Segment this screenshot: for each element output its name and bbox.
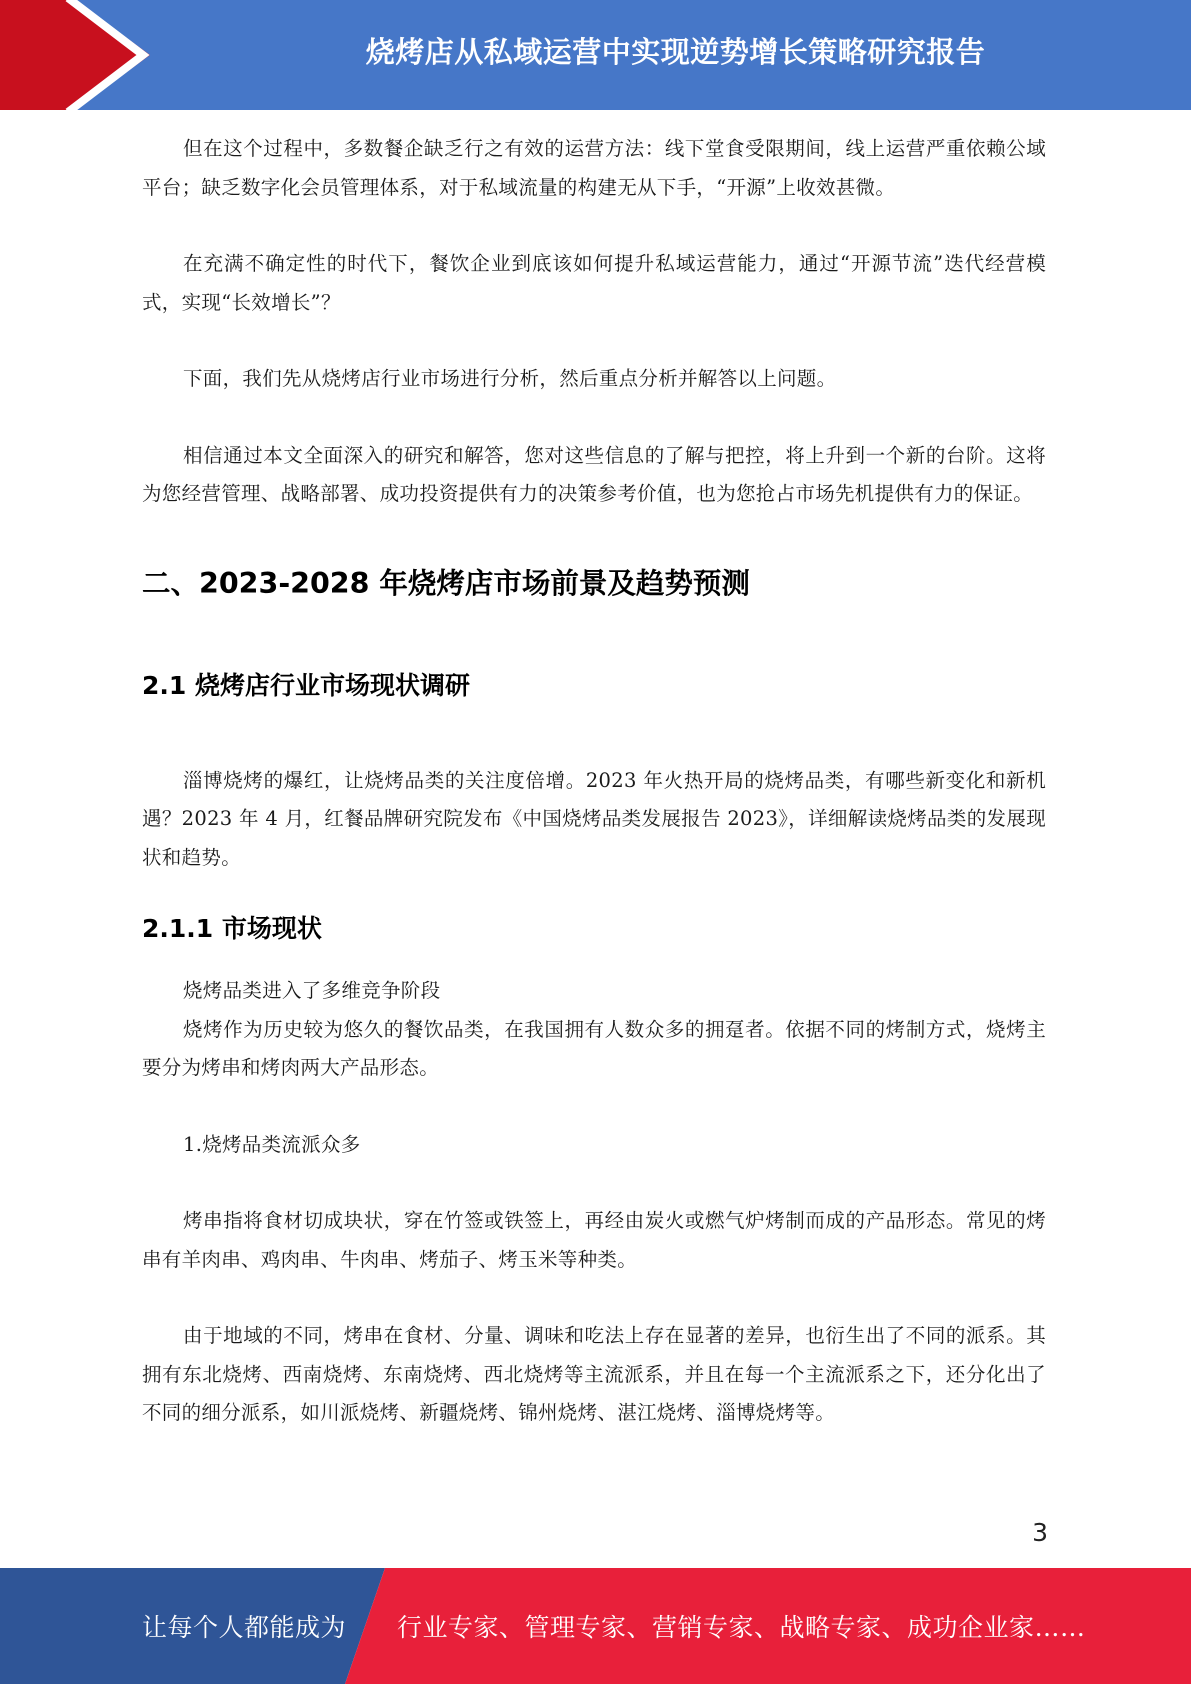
section-heading: 二、2023-2028 年烧烤店市场前景及趋势预测 [142,566,750,600]
page-header [0,0,1191,110]
report-title: 烧烤店从私域运营中实现逆势增长策略研究报告 [365,34,986,69]
document-body [142,130,1046,1433]
paragraph: 烧烤品类进入了多维竞争阶段 [183,979,441,1002]
paragraph: 但在这个过程中，多数餐企缺乏行之有效的运营方法：线下堂食受限期间，线上运营严重依赖公域平台；缺乏数字化会员管理体系，对于私域流量的构建无从下手，“开源”上收效甚微。 [142,137,1046,199]
list-heading: 1.烧烤品类流派众多 [183,1132,361,1156]
footer-slogan-left: 让每个人都能成为 [142,1613,347,1642]
paragraph: 相信通过本文全面深入的研究和解答，您对这些信息的了解与把控，将上升到一个新的台阶。这将为您经营管理、战略部署、成功投资提供有力的决策参考价值，也为您抢占市场先机提供有力的保证。 [142,443,1046,505]
paragraph: 烤串指将食材切成块状，穿在竹签或铁签上，再经由炭火或燃气炉烤制而成的产品形态。常见的烤串有羊肉串、鸡肉串、牛肉串、烤茄子、烤玉米等种类。 [142,1209,1046,1271]
footer-slogan-right: 行业专家、管理专家、营销专家、战略专家、成功企业家…… [397,1613,1086,1642]
paragraph: 在充满不确定性的时代下，餐饮企业到底该如何提升私域运营能力，通过“开源节流”迭代经营模式，实现“长效增长”？ [142,252,1046,314]
subsubsection-heading: 2.1.1 市场现状 [142,914,322,943]
paragraph: 淄博烧烤的爆红，让烧烤品类的关注度倍增。2023 年火热开局的烧烤品类，有哪些新变化和新机遇？2023 年 4 月，红餐品牌研究院发布《中国烧烤品类发展报告 2023》，详细解读烧烤品类的发展现状和趋势。 [142,768,1046,869]
page-number: 3 [1032,1518,1048,1547]
paragraph: 烧烤作为历史较为悠久的餐饮品类，在我国拥有人数众多的拥趸者。依据不同的烤制方式，烧烤主要分为烤串和烤肉两大产品形态。 [142,1017,1046,1079]
paragraph: 下面，我们先从烧烤店行业市场进行分析，然后重点分析并解答以上问题。 [183,367,837,390]
page-footer [0,1568,1191,1684]
subsection-heading: 2.1 烧烤店行业市场现状调研 [142,670,470,700]
paragraph: 由于地域的不同，烤串在食材、分量、调味和吃法上存在显著的差异，也衍生出了不同的派系。其拥有东北烧烤、西南烧烤、东南烧烤、西北烧烤等主流派系，并且在每一个主流派系之下，还分化出了不同的细分派系，如川派烧烤、新疆烧烤、锦州烧烤、湛江烧烤、淄博烧烤等。 [142,1324,1046,1424]
